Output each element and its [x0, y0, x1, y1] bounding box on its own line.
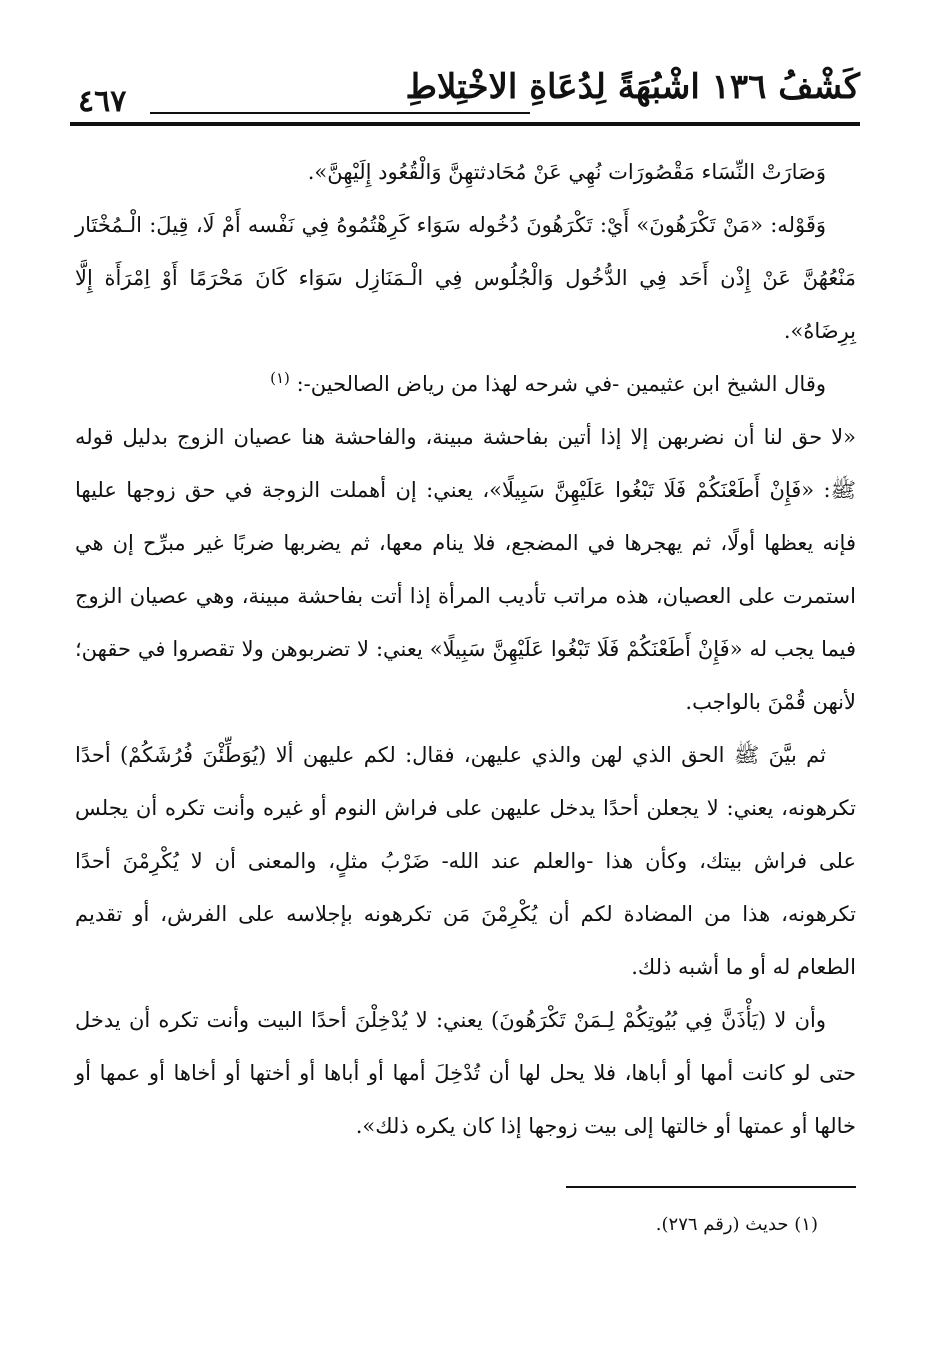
paragraph-4: «لا حق لنا أن نضربهن إلا إذا أتين بفاحشة مبينة، والفاحشة هنا عصيان الزوج بدليل قوله ﷺ: «فَإِنْ أَطَعْنَكُمْ فَلَا تَبْغُوا عَلَيْهِنَّ سَبِيلًا»، يعني: إن أهملت الزوجة في حق زوجها عليها فإنه يعظها أولًا، ثم يهجرها في المضجع، فلا ينام معها، ثم يضربها ضربًا غير مبرِّح إن هي استمرت على العصيان، هذه مراتب تأديب المرأة إذا أتت بفاحشة مبينة، وهي عصيان الزوج فيما يجب له «فَإِنْ أَطَعْنَكُمْ فَلَا تَبْغُوا عَلَيْهِنَّ سَبِيلًا» يعني: لا تضربوهن ولا تقصروا في حقهن؛ لأنهن قُمْنَ بالواجب.: [75, 425, 856, 714]
header-rule: [70, 122, 860, 126]
paragraph-1: وَصَارَتْ النِّسَاء مَقْصُورَات نُهِي عَنْ مُحَادثتهِنَّ وَالْقُعُود إِلَيْهِنَّ».: [307, 160, 826, 184]
page-number: ٤٦٧: [78, 84, 127, 119]
footnote: (١) حديث (رقم ٢٧٦).: [655, 1214, 818, 1235]
paragraph-3-text: وقال الشيخ ابن عثيمين -في شرحه لهذا من رياض الصالحين-:: [296, 372, 826, 396]
footnote-marker: (١): [270, 369, 290, 387]
running-header-title: كَشْفُ ١٣٦ اشْبُهَةً لِدُعَاةِ الاخْتِلاطِ: [405, 67, 860, 107]
header-rule-thin: [150, 112, 530, 114]
paragraph-3: [75, 358, 856, 411]
paragraph-5: ثم بيَّنَ ﷺ الحق الذي لهن والذي عليهن، فقال: لكم عليهن ألا (يُوَطِّئْنَ فُرُشَكُمْ) أحدًا تكرهونه، يعني: لا يجعلن أحدًا يدخل عليهن على فراش النوم أو غيره وأنت تكره أن يجلس على فراش بيتك، وكأن هذا -والعلم عند الله- ضَرْبُ مثلٍ، والمعنى أن لا يُكْرِمْنَ أحدًا تكرهونه، هذا من المضادة لكم أن يُكْرِمْنَ مَن تكرهونه بإجلاسه على الفرش، أو تقديم الطعام له أو ما أشبه ذلك.: [75, 743, 856, 979]
main-text: [75, 146, 856, 1153]
paragraph-6: وأن لا (يَأْذَنَّ فِي بُيُوتِكُمْ لِـمَنْ تَكْرَهُونَ) يعني: لا يُدْخِلْنَ أحدًا البيت وأنت تكره أن يدخل حتى لو كانت أمها أو أباها، فلا يحل لها أن تُدْخِلَ أمها أو أباها أو أختها أو أخاها أو عمها أو خالها أو عمتها أو خالتها إلى بيت زوجها إذا كان يكره ذلك».: [75, 1008, 856, 1138]
paragraph-2: وَقَوْله: «مَنْ تَكْرَهُونَ» أَيْ: تَكْرَهُونَ دُخُوله سَوَاء كَرِهْتُمُوهُ فِي نَفْسه أَمْ لَا، قِيلَ: الْـمُخْتَار مَنْعُهُنَّ عَنْ إِذْن أَحَد فِي الدُّخُول وَالْجُلُوس فِي الْـمَنَازِل سَوَاء كَانَ مَحْرَمًا أَوْ اِمْرَأَة إِلَّا بِرِضَاهُ».: [75, 213, 856, 343]
footnote-rule: [566, 1186, 856, 1188]
